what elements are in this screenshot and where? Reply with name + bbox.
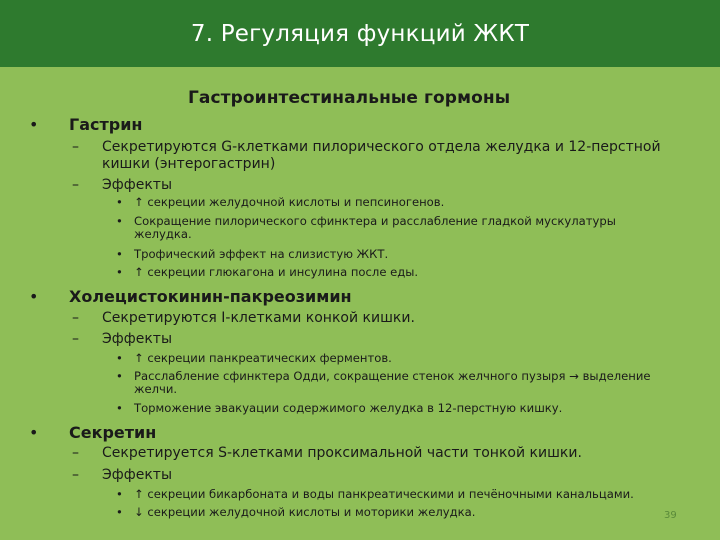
bullet-marker: • [116, 195, 123, 209]
hormone-heading-secretin [29, 423, 157, 442]
hormone-name: Холецистокинин-пакреозимин [69, 287, 352, 306]
bullet-marker: • [116, 351, 123, 365]
dash-marker: – [72, 467, 79, 483]
effect-text: ↑ секреции панкреатических ферментов. [134, 351, 392, 365]
secretion-item [72, 445, 672, 462]
slide-title: 7. Регуляция функций ЖКТ [190, 20, 530, 47]
secretion-text: Секретируются G-клетками пилорического отдела желудка и 12-перстной кишки (энтерогастрин) [102, 139, 661, 172]
secretion-text: Секретируется S-клетками проксимальной части тонкой кишки. [102, 445, 582, 461]
secretion-item [72, 310, 672, 327]
page-number: 39 [664, 510, 677, 521]
bullet-marker: • [116, 505, 123, 519]
effects-label-item [72, 177, 172, 194]
effect-item [116, 196, 676, 209]
effect-text: Трофический эффект на слизистую ЖКТ. [134, 247, 389, 261]
effect-item [116, 506, 676, 519]
effect-text: Сокращение пилорического сфинктера и расслабление гладкой мускулатуры желудка. [134, 214, 616, 241]
effect-item [116, 352, 676, 365]
dash-marker: – [72, 331, 79, 347]
effect-item [116, 488, 706, 501]
slide-subtitle: Гастроинтестинальные гормоны [188, 88, 511, 108]
effects-label-item [72, 467, 172, 484]
dash-marker: – [72, 177, 79, 193]
bullet-marker: • [29, 423, 39, 442]
bullet-marker: • [116, 369, 123, 383]
dash-marker: – [72, 310, 79, 326]
effect-item [116, 402, 676, 415]
effect-item [116, 215, 646, 241]
hormone-name: Секретин [69, 423, 157, 442]
bullet-marker: • [116, 401, 123, 415]
effect-item [116, 248, 676, 261]
effect-item [116, 370, 676, 396]
hormone-name: Гастрин [69, 115, 143, 134]
effects-label: Эффекты [102, 177, 172, 193]
bullet-marker: • [116, 487, 123, 501]
effects-label: Эффекты [102, 331, 172, 347]
bullet-marker: • [29, 287, 39, 306]
hormone-heading-gastrin [29, 115, 143, 134]
effects-label: Эффекты [102, 467, 172, 483]
secretion-text: Секретируются I-клетками конкой кишки. [102, 310, 415, 326]
hormone-heading-cholecystokinin [29, 287, 352, 306]
effect-text: ↓ секреции желудочной кислоты и моторики желудка. [134, 505, 476, 519]
bullet-marker: • [116, 247, 123, 261]
effect-item [116, 266, 676, 279]
effect-text: ↑ секреции желудочной кислоты и пепсиногенов. [134, 195, 445, 209]
bullet-marker: • [29, 115, 39, 134]
effects-label-item [72, 331, 172, 348]
secretion-item [72, 139, 672, 173]
effect-text: ↑ секреции глюкагона и инсулина после еды. [134, 265, 419, 279]
effect-text: Торможение эвакуации содержимого желудка в 12-перстную кишку. [134, 401, 563, 415]
effect-text: Расслабление сфинктера Одди, сокращение стенок желчного пузыря → выделение желчи. [134, 369, 651, 396]
dash-marker: – [72, 139, 79, 155]
dash-marker: – [72, 445, 79, 461]
bullet-marker: • [116, 214, 123, 228]
effect-text: ↑ секреции бикарбоната и воды панкреатическими и печёночными канальцами. [134, 487, 634, 501]
bullet-marker: • [116, 265, 123, 279]
